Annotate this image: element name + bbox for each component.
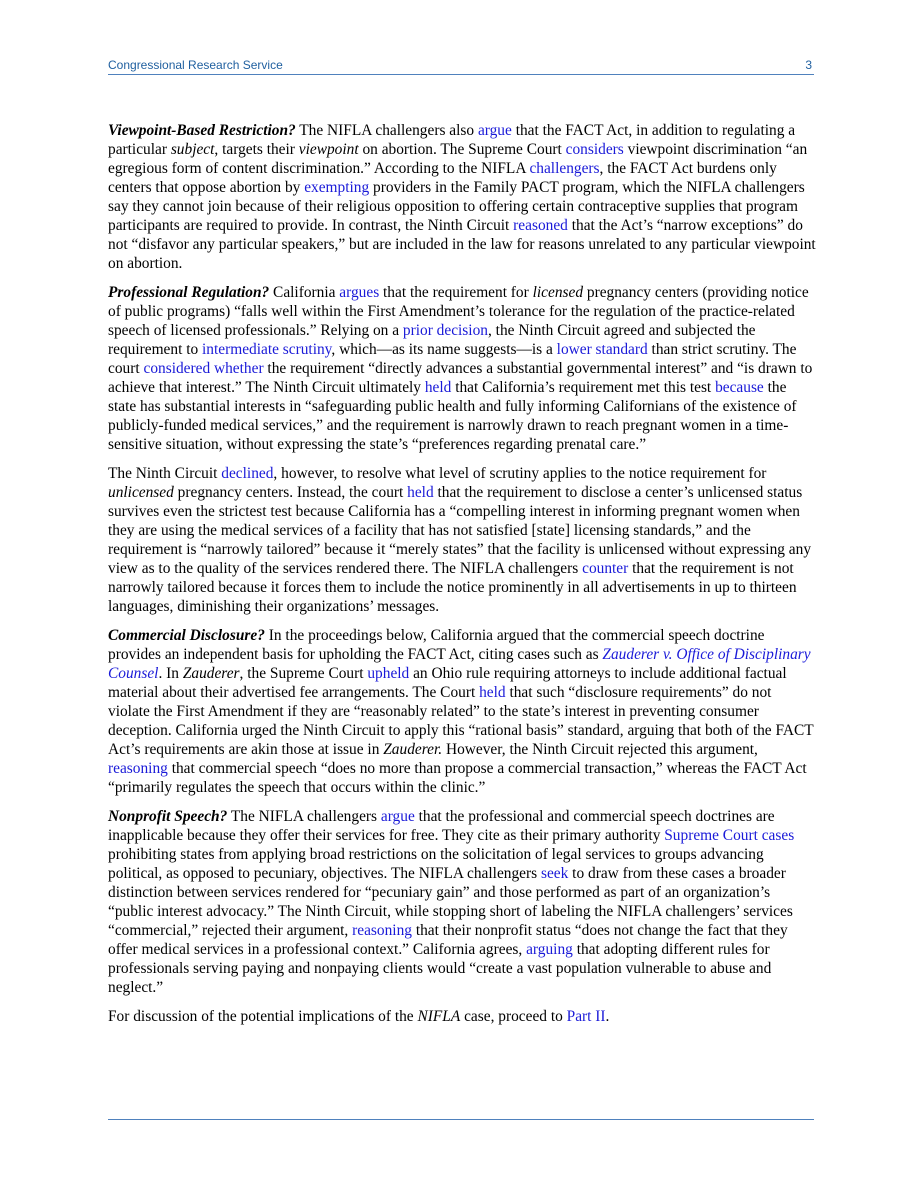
- text-run: The Ninth Circuit: [108, 465, 222, 482]
- text-run: providers in the Family PACT program, which the NIFLA challengers say they cannot join because of their religious opposition to offering certain contraceptive supplies that program participants are required to provide. In contrast, the Ninth Circuit: [108, 179, 805, 234]
- text-run: that the professional and commercial speech doctrines are inapplicable because they offer their services for free. They cite as their primary authority: [108, 808, 775, 844]
- italic-text: NIFLA: [417, 1008, 461, 1025]
- link-exempting[interactable]: exempting: [304, 179, 370, 196]
- text-run: pregnancy centers. Instead, the court: [173, 484, 408, 501]
- link-declined[interactable]: declined: [221, 465, 274, 482]
- link-reasoning[interactable]: reasoning: [108, 760, 168, 777]
- page-header: [108, 56, 814, 75]
- text-run: , however, to resolve what level of scrutiny applies to the notice requirement for: [273, 465, 767, 482]
- text-run: In the proceedings below, California argued that the commercial speech doctrine provides an independent basis for upholding the FACT Act, citing cases such as: [108, 627, 765, 663]
- text-run: to draw from these cases a broader distinction between services rendered for “pecuniary gain” and those performed as part of an organization’s “public interest advocacy.” The Ninth Circuit, while stopping short of labeling the NIFLA challengers’ services “commercial,” rejected their argument,: [108, 865, 793, 939]
- text-run: an Ohio rule requiring attorneys to include additional factual material about their advertised fee arrangements. The Court: [108, 665, 787, 701]
- text-run: than strict scrutiny. The court: [108, 341, 797, 377]
- link-seek[interactable]: seek: [540, 865, 569, 882]
- text-run: .: [605, 1008, 610, 1025]
- page-number: 3: [805, 58, 812, 72]
- text-run: case, proceed to: [460, 1008, 567, 1025]
- paragraph-lead: Professional Regulation?: [108, 284, 270, 301]
- italic-text: viewpoint: [298, 141, 359, 158]
- paragraph-viewpoint-restriction: [108, 121, 816, 273]
- link-reasoning[interactable]: reasoning: [352, 922, 412, 939]
- text-run: that such “disclosure requirements” do not violate the First Amendment if they are “reasonably related” to the state’s interest in preventing consumer deception. California urged the Ninth Circuit to apply this “rational basis” standard, arguing that both of the FACT Act’s requirements are akin those at issue in: [108, 684, 814, 758]
- text-run: However, the Ninth Circuit rejected this argument,: [442, 741, 758, 758]
- link-intermediate-scrutiny[interactable]: intermediate scrutiny: [202, 341, 332, 358]
- text-run: pregnancy centers (providing notice of public programs) “falls well within the First Amendment’s tolerance for the regulation of the practice-related speech of licensed professionals.” Relying on a: [108, 284, 809, 339]
- link-held[interactable]: held: [424, 379, 452, 396]
- paragraph-lead: Nonprofit Speech?: [108, 808, 228, 825]
- link-argue[interactable]: argue: [380, 808, 415, 825]
- text-run: , the Ninth Circuit agreed and subjected the requirement to: [108, 322, 756, 358]
- link-supreme-court-cases[interactable]: Supreme Court cases: [664, 827, 795, 844]
- text-run: viewpoint discrimination “an egregious form of content discrimination.” According to the NIFLA: [108, 141, 808, 177]
- header-org-name: Congressional Research Service: [108, 58, 283, 72]
- link-held[interactable]: held: [407, 484, 434, 501]
- italic-text: Zauderer: [182, 665, 240, 682]
- text-run: that the requirement to disclose a center’s unlicensed status survives even the strictest test because California has a “compelling interest in informing pregnant women when they are using the medical services of a facility that has not satisfied [state] licensing standards,” and the requirement is “narrowly tailored” because it “merely states” that the facility is unlicensed without expressing any view as to the quality of the services rendered there. The NIFLA challengers: [108, 484, 812, 577]
- text-run: , the FACT Act burdens only centers that oppose abortion by: [108, 160, 777, 196]
- text-run: , the Supreme Court: [239, 665, 368, 682]
- link-argue[interactable]: argue: [477, 122, 512, 139]
- paragraph-unlicensed-centers: [108, 464, 816, 616]
- paragraph-nonprofit-speech: [108, 807, 816, 997]
- link-reasoned[interactable]: reasoned: [513, 217, 568, 234]
- link-prior-decision[interactable]: prior decision: [402, 322, 488, 339]
- text-run: For discussion of the potential implications of the: [108, 1008, 418, 1025]
- text-run: on abortion. The Supreme Court: [358, 141, 566, 158]
- link-part-ii[interactable]: Part II: [566, 1008, 606, 1025]
- paragraph-lead: Commercial Disclosure?: [108, 627, 265, 644]
- paragraph-professional-regulation: [108, 283, 816, 454]
- italic-text: licensed: [532, 284, 584, 301]
- text-run: The NIFLA challengers: [227, 808, 381, 825]
- text-run: the requirement “directly advances a substantial governmental interest” and “is drawn to achieve that interest.” The Ninth Circuit ultimately: [108, 360, 813, 396]
- paragraph-commercial-disclosure: [108, 626, 816, 797]
- text-run: The NIFLA challengers also: [295, 122, 478, 139]
- paragraph-lead: Viewpoint-Based Restriction?: [108, 122, 296, 139]
- text-run: . In: [158, 665, 183, 682]
- text-run: that California’s requirement met this test: [451, 379, 716, 396]
- footer-divider: [108, 1119, 814, 1120]
- text-run: that their nonprofit status “does not change the fact that they offer medical services in a professional context.” California agrees,: [108, 922, 788, 958]
- italic-text: unlicensed: [108, 484, 174, 501]
- text-run: California: [269, 284, 340, 301]
- document-body: [108, 121, 816, 1036]
- text-run: that adopting different rules for professionals serving paying and nonpaying clients would “create a vast population vulnerable to abuse and neglect.”: [108, 941, 772, 996]
- link-challengers[interactable]: challengers: [529, 160, 600, 177]
- link-considered-whether[interactable]: considered whether: [143, 360, 264, 377]
- link-because[interactable]: because: [715, 379, 764, 396]
- text-run: that the Act’s “narrow exceptions” do not “disfavor any particular speakers,” but are included in the law for reasons unrelated to any particular viewpoint on abortion.: [108, 217, 816, 272]
- link-zauderer-case[interactable]: Zauderer v. Office of Disciplinary Counsel: [108, 646, 811, 682]
- link-considers[interactable]: considers: [565, 141, 624, 158]
- paragraph-further-discussion: [108, 1007, 816, 1026]
- link-upheld[interactable]: upheld: [367, 665, 410, 682]
- italic-text: subject: [170, 141, 215, 158]
- link-arguing[interactable]: arguing: [526, 941, 573, 958]
- italic-text: Zauderer.: [383, 741, 443, 758]
- text-run: that commercial speech “does no more than propose a commercial transaction,” whereas the FACT Act “primarily regulates the speech that occurs within the clinic.”: [108, 760, 807, 796]
- link-held[interactable]: held: [479, 684, 506, 701]
- link-lower-standard[interactable]: lower standard: [556, 341, 648, 358]
- text-run: that the requirement is not narrowly tailored because it forces them to include the notice prominently in all advertisements in up to thirteen languages, diminishing their organizations’ messages.: [108, 560, 797, 615]
- text-run: that the FACT Act, in addition to regulating a particular: [108, 122, 796, 158]
- text-run: , targets their: [214, 141, 299, 158]
- text-run: prohibiting states from applying broad restrictions on the solicitation of legal services to groups advancing political, as opposed to pecuniary, objectives. The NIFLA challengers: [108, 846, 764, 882]
- link-counter[interactable]: counter: [582, 560, 629, 577]
- link-argues[interactable]: argues: [339, 284, 380, 301]
- text-run: the state has substantial interests in “safeguarding public health and fully informing Californians of the existence of publicly-funded medical services,” and the requirement is narrowly drawn to reach pregnant women in a time-sensitive situation, without expressing the state’s “preferences regarding prenatal care.”: [108, 379, 797, 453]
- text-run: that the requirement for: [379, 284, 533, 301]
- text-run: , which—as its name suggests—is a: [331, 341, 557, 358]
